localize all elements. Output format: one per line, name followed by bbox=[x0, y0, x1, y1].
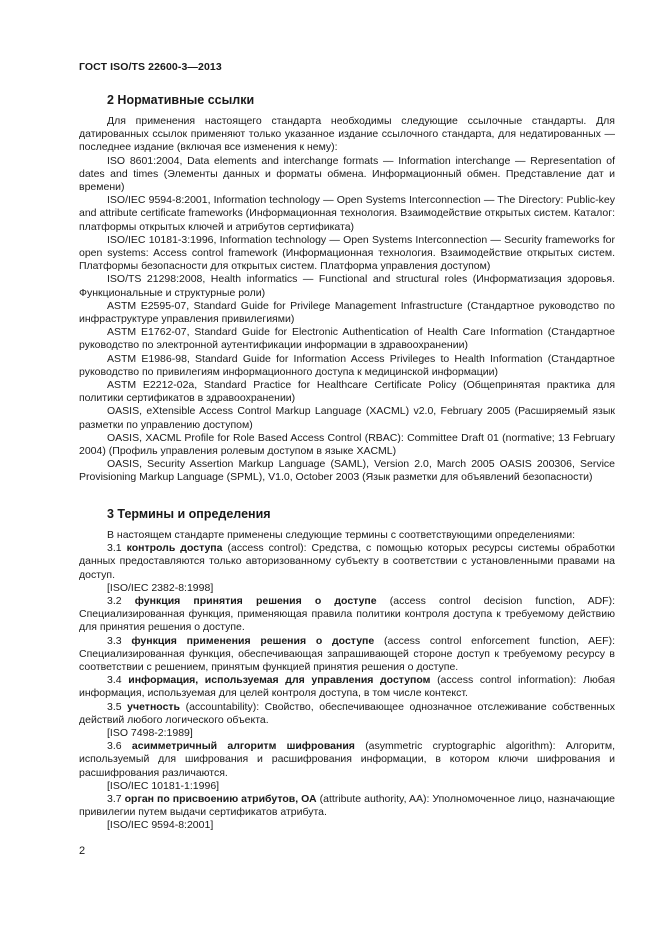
section-intro: В настоящем стандарте применены следующие термины с соответствующими определениями: bbox=[107, 529, 576, 541]
term-entry: 3.5 учетность (accountability): Свойство, обеспечивающее однозначное отслеживание собственных действий любого логического объекта. bbox=[79, 700, 615, 726]
term-source: [ISO/IEC 2382-8:1998] bbox=[107, 581, 214, 594]
term-name: информация, используемая для управления доступом bbox=[128, 674, 431, 687]
term-name: функция применения решения о доступе bbox=[131, 634, 375, 647]
reference-item: ASTM E2595-07, Standard Guide for Privilege Management Infrastructure (Стандартное руководство по инфраструктуре управления привилегиями) bbox=[79, 299, 615, 326]
term-name: контроль доступа bbox=[126, 542, 223, 555]
reference-item: ASTM E2212-02a, Standard Practice for Healthcare Certificate Policy (Общепринятая практика для политики сертификатов в здравоохранении) bbox=[79, 379, 615, 405]
page-number: 2 bbox=[79, 845, 86, 857]
reference-item: ISO/IEC 9594-8:2001, Information technology — Open Systems Interconnection — The Directory: Public-key and attribute certificate frameworks (Информационная технология. Взаимодействие открытых систем. Каталог: платформы открытых ключей и атрибутов сертификата) bbox=[79, 194, 615, 233]
reference-item: OASIS, XACML Profile for Role Based Access Control (RBAC): Committee Draft 01 (normative; 13 February 2004) (Профиль управления ролевым доступом в языке XACML) bbox=[79, 431, 615, 458]
term-source: [ISO/IEC 10181-1:1996] bbox=[107, 779, 220, 792]
term-name: асимметричный алгоритм шифрования bbox=[131, 740, 355, 753]
term-entry: 3.6 асимметричный алгоритм шифрования (asymmetric cryptographic algorithm): Алгоритм, используемый для шифрования и расшифрования информации, в котором ключи шифрования и расшифрования различаются. bbox=[79, 740, 616, 779]
term-source: [ISO/IEC 9594-8:2001] bbox=[107, 819, 214, 832]
section-2-heading: 2 Нормативные ссылки bbox=[107, 93, 255, 107]
section-2-body bbox=[79, 115, 615, 485]
term-name: функция принятия решения о доступе bbox=[134, 595, 377, 608]
term-source: [ISO 7498-2:1989] bbox=[107, 727, 193, 740]
reference-item: OASIS, Security Assertion Markup Language (SAML), Version 2.0, March 2005 OASIS 200306, Service Provisioning Markup Language (SPML), V1.0, October 2003 (Язык разметки для объявлений безопасности) bbox=[79, 458, 615, 484]
reference-item: ISO 8601:2004, Data elements and interchange formats — Information interchange — Representation of dates and times (Элементы данных и форматы обмена. Информационный обмен. Представление дат и времени) bbox=[79, 154, 615, 194]
section-3-body bbox=[79, 529, 615, 833]
term-entry: 3.7 орган по присвоению атрибутов, ОА (attribute authority, AA): Уполномоченное лицо, назначающие привилегии путем выдачи сертификатов атрибута. bbox=[79, 793, 615, 819]
term-entry: 3.4 информация, используемая для управления доступом (access control information): Любая информация, используемая для целей контроля доступа, в том числе контекст. bbox=[79, 674, 616, 700]
paragraph: Для применения настоящего стандарта необходимы следующие ссылочные стандарты. Для датированных ссылок применяют только указанное издание ссылочного стандарта, для недатированных — последнее издание (включая все изменения к нему): bbox=[79, 115, 615, 154]
reference-item: ASTM E1986-98, Standard Guide for Information Access Privileges to Health Information (Стандартное руководство по привилегиям информационного доступа к медицинской информации) bbox=[79, 352, 615, 378]
document-header: ГОСТ ISO/TS 22600-3—2013 bbox=[79, 61, 222, 73]
reference-item: ASTM E1762-07, Standard Guide for Electronic Authentication of Health Care Information (Стандартное руководство по электронной аутентификации информации в здравоохранении) bbox=[79, 326, 615, 352]
term-entry: 3.2 функция принятия решения о доступе (access control decision function, ADF): Специализированная функция, применяющая правила политики контроля доступа к требуемому действию для принятия решения о доступе. bbox=[79, 595, 616, 634]
term-name: орган по присвоению атрибутов, ОА bbox=[124, 793, 317, 806]
section-3-heading: 3 Термины и определения bbox=[107, 507, 271, 521]
term-entry: 3.3 функция применения решения о доступе (access control enforcement function, AEF): Специализированная функция, обеспечивающая запрашивающей стороне доступ к требуемому ресурсу в соответствии с решением, принятым функцией принятия решения о доступе. bbox=[79, 634, 615, 674]
term-entry: 3.1 контроль доступа (access control): Средства, с помощью которых ресурсы системы обработки данных предоставляются только авторизованному субъекту в соответствии с установленными правами на доступ. bbox=[79, 542, 615, 581]
reference-item: OASIS, eXtensible Access Control Markup Language (XACML) v2.0, February 2005 (Расширяемый язык разметки по управлению доступом) bbox=[79, 405, 615, 431]
reference-item: ISO/TS 21298:2008, Health informatics — Functional and structural roles (Информатизация здоровья. Функциональные и структурные роли) bbox=[79, 273, 615, 299]
reference-item: ISO/IEC 10181-3:1996, Information technology — Open Systems Interconnection — Security frameworks for open systems: Access control framework (Информационная технология. Взаимодействие открытых систем. Платформы безопасности для открытых систем. Платформа управления доступом) bbox=[79, 233, 615, 273]
term-name: учетность bbox=[127, 700, 181, 713]
